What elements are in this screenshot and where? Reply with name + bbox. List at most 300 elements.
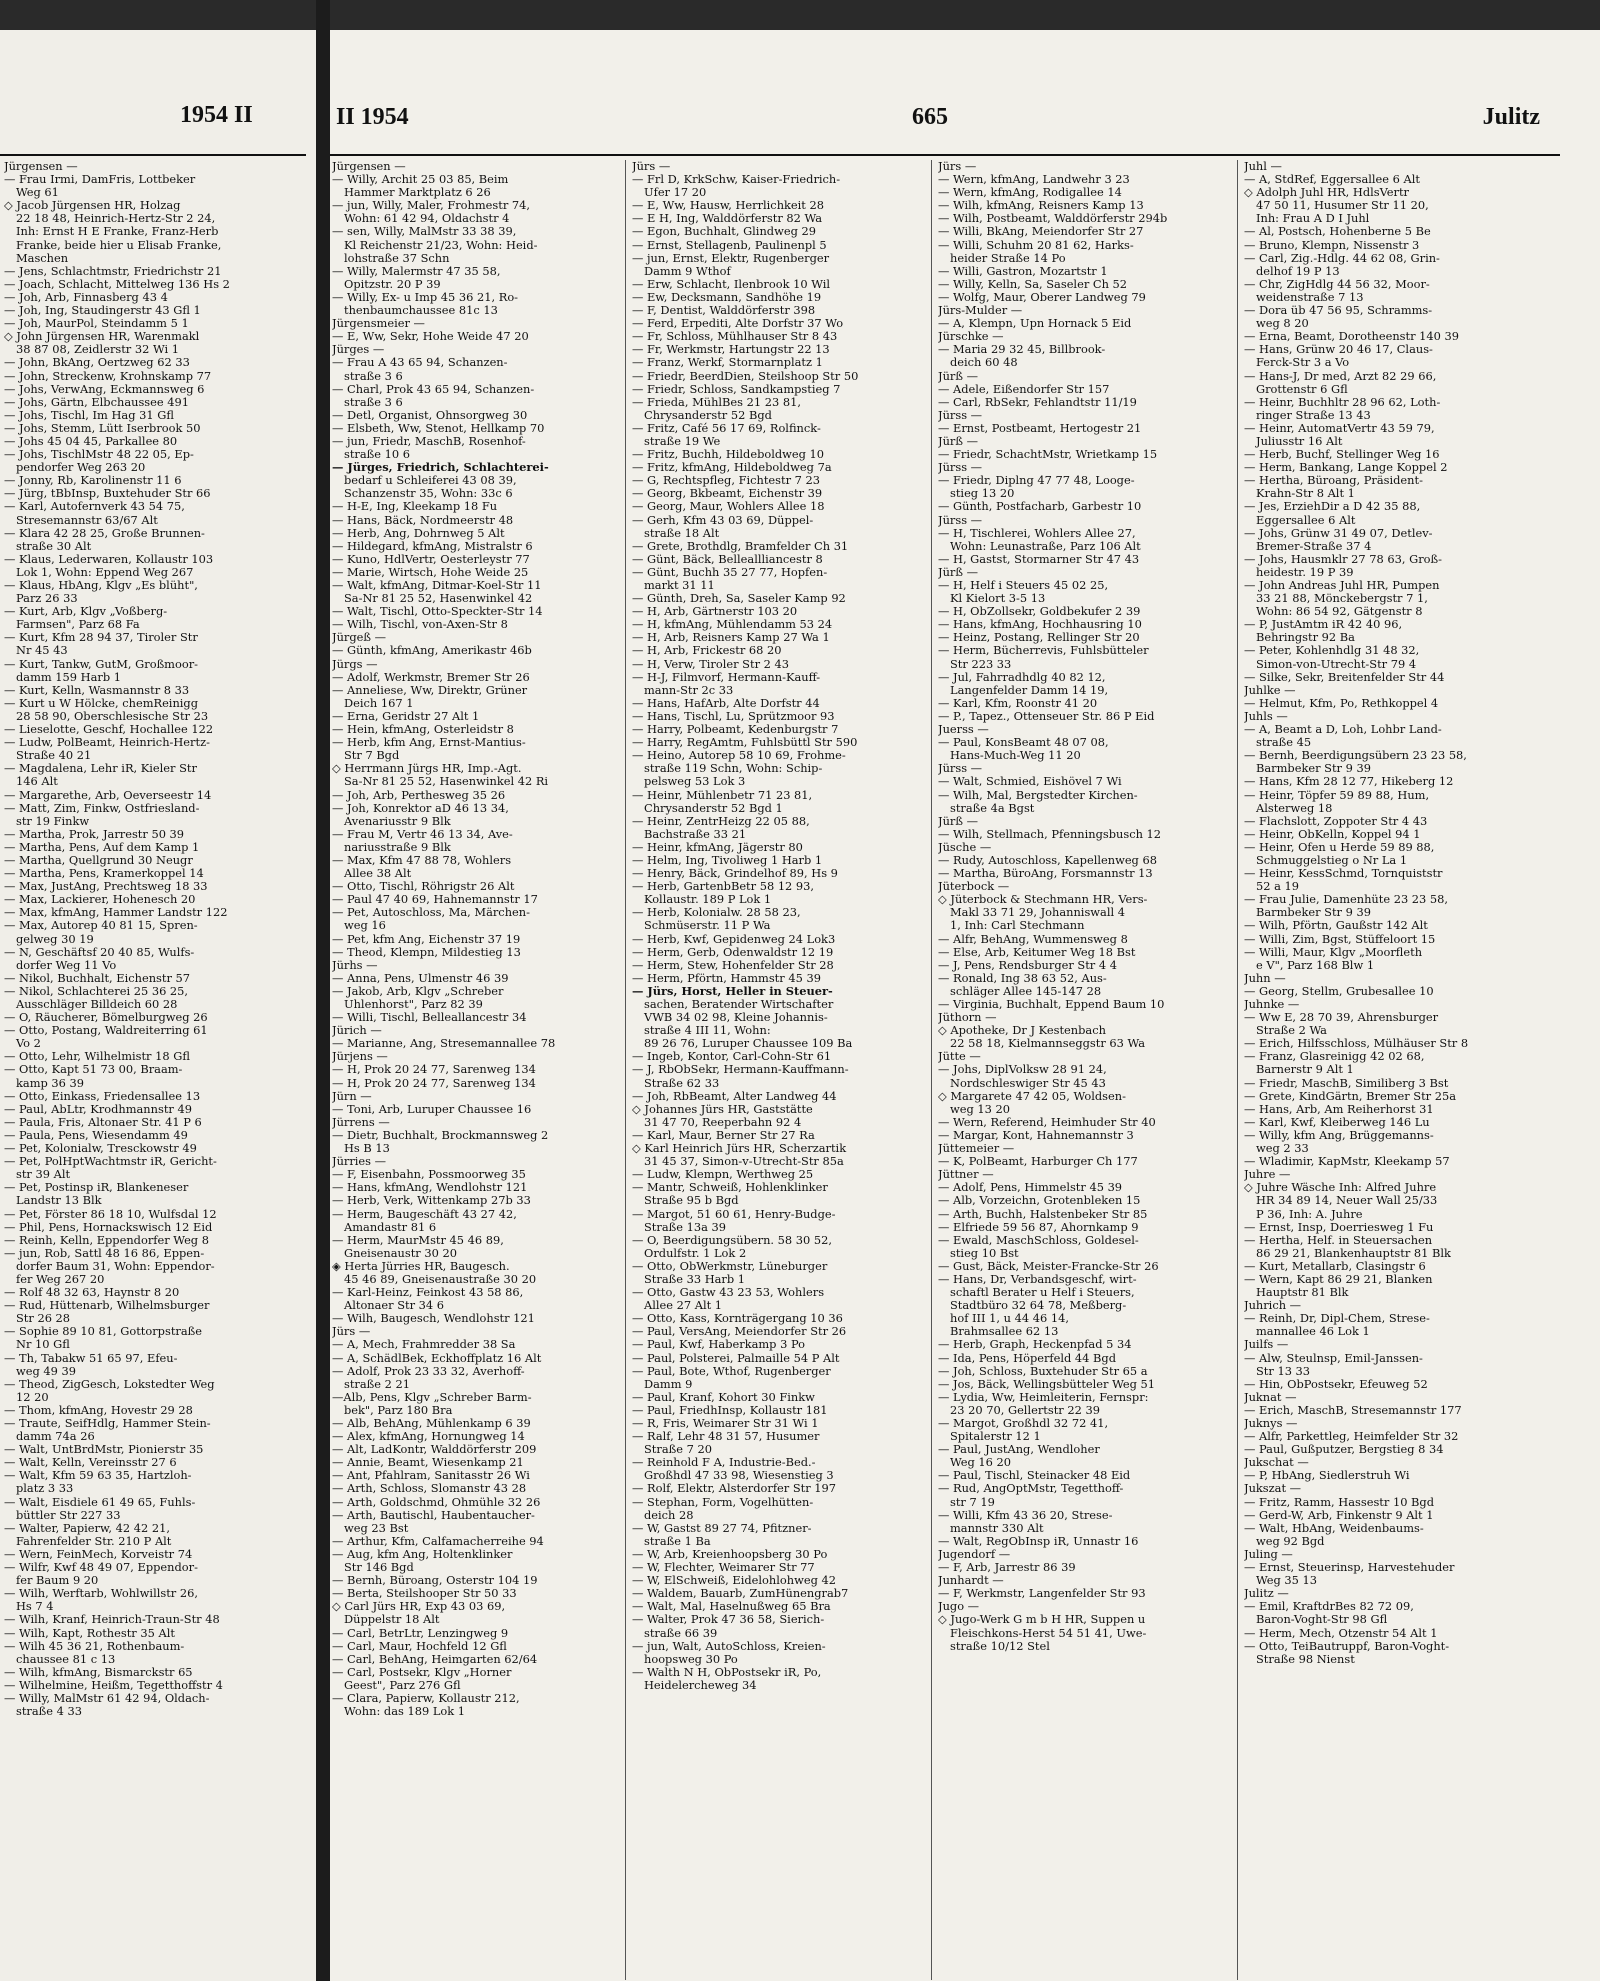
page-number: 665 [912, 104, 948, 130]
directory-entry-line: Wohn: 86 54 92, Gätgenstr 8 [1256, 604, 1423, 619]
directory-entry-line: — Wilh, Stellmach, Pfenningsbusch 12 [938, 826, 1162, 841]
directory-entry-line: — O, Räucherer, Bömelburgweg 26 [4, 1010, 208, 1025]
directory-entry-line: — Wern, Referend, Heimhuder Str 40 [938, 1114, 1156, 1129]
directory-entry-line: — H, Arb, Gärtnerstr 103 20 [632, 604, 798, 619]
directory-entry-line: ◇ Apotheke, Dr J Kestenbach [938, 1023, 1106, 1038]
directory-entry-line: — Wilh, Baugesch, Wendlohstr 121 [332, 1311, 535, 1326]
directory-entry-line: kamp 36 39 [16, 1075, 85, 1090]
directory-entry-line: — H-E, Ing, Kleekamp 18 Fu [332, 499, 498, 514]
directory-entry-line: Makl 33 71 29, Johanniswall 4 [950, 905, 1125, 920]
directory-entry-line: — Joh, Arb, Finnasberg 43 4 [4, 289, 168, 304]
directory-entry-line: — Adolf, Pens, Himmelstr 45 39 [938, 1180, 1123, 1195]
column-divider [1237, 160, 1238, 1980]
directory-entry-line: straße 119 Schn, Wohn: Schip- [644, 761, 823, 776]
directory-entry-line: Uhlenhorst", Parz 82 39 [344, 997, 483, 1011]
directory-entry-line: Hs B 13 [344, 1141, 390, 1156]
directory-entry-line: — Willy, Ex- u Imp 45 36 21, Ro- [332, 289, 519, 304]
directory-entry-line: 31 47 70, Reeperbahn 92 4 [644, 1114, 802, 1129]
directory-entry-line: Simon-von-Utrecht-Str 79 4 [1256, 656, 1417, 671]
directory-entry-line: 33 21 88, Mönckebergstr 7 1, [1256, 591, 1428, 606]
directory-entry-line: Farmsen", Parz 68 Fa [16, 617, 140, 632]
directory-entry-line: 28 58 90, Oberschlesische Str 23 [16, 708, 209, 723]
directory-entry-line: — Kuno, HdlVertr, Oesterleystr 77 [332, 551, 530, 566]
directory-entry-line: Jürss — [938, 460, 983, 475]
directory-entry-line: — Willy, kfm Ang, Brüggemanns- [1244, 1127, 1434, 1142]
directory-entry-line: Juliusstr 16 Alt [1256, 433, 1343, 448]
directory-entry-line: Fleischkons-Herst 54 51 41, Uwe- [950, 1625, 1147, 1640]
directory-entry-line: mann-Str 2c 33 [644, 682, 734, 697]
directory-entry-line: Juhn — [1244, 970, 1286, 985]
directory-entry-line: — Hans, Arb, Am Reiherhorst 31 [1244, 1101, 1434, 1116]
directory-entry-line: — Frau Julie, Damenhüte 23 23 58, [1244, 892, 1449, 907]
directory-entry-line: — Pet, kfm Ang, Eichenstr 37 19 [332, 931, 521, 946]
directory-entry-line: Str 13 33 [1256, 1363, 1311, 1378]
directory-entry-line: — J, RbObSekr, Hermann-Kauffmann- [632, 1062, 849, 1077]
directory-entry-line: ◇ Adolph Juhl HR, HdlsVertr [1244, 185, 1410, 200]
directory-entry-line: — Paul, Bote, Wthof, Rugenberger [632, 1363, 831, 1378]
directory-entry-line: — Herb, Ang, Dohrnweg 5 Alt [332, 525, 505, 540]
directory-entry-line: — jun, Friedr, MaschB, Rosenhof- [332, 433, 526, 448]
directory-entry-line: — Willi, BkAng, Meiendorfer Str 27 [938, 224, 1144, 239]
directory-entry-line: — Heinr, ZentrHeizg 22 05 88, [632, 813, 810, 828]
directory-entry-line: — Al, Postsch, Hohenberne 5 Be [1244, 224, 1431, 239]
directory-entry-line: straße 4 III 11, Wohn: [644, 1023, 771, 1038]
directory-entry-line: — Walt, RegObInsp iR, Unnastr 16 [938, 1533, 1139, 1548]
directory-entry-line: — Frau M, Vertr 46 13 34, Ave- [332, 826, 513, 841]
directory-entry-line: — Wladimir, KapMstr, Kleekamp 57 [1244, 1154, 1450, 1169]
directory-entry-line: — Hans-J, Dr med, Arzt 82 29 66, [1244, 368, 1437, 383]
directory-entry-line: — Mantr, Schweiß, Hohlenklinker [632, 1180, 828, 1195]
directory-entry-line: — Silke, Sekr, Breitenfelder Str 44 [1244, 669, 1445, 684]
column-divider [625, 160, 626, 1980]
left-page-column [4, 160, 314, 1980]
directory-entry-line: Ordulfstr. 1 Lok 2 [644, 1245, 747, 1260]
directory-entry-line: — Rudy, Autoschloss, Kapellenweg 68 [938, 852, 1157, 867]
directory-entry-line: — sen, Willy, MalMstr 33 38 39, [332, 224, 517, 239]
directory-entry-line: — Reinhold F A, Industrie-Bed.- [632, 1455, 816, 1470]
directory-entry-line: heidestr. 19 P 39 [1256, 564, 1354, 579]
directory-entry-line: — Walt, Kelln, Vereinsstr 27 6 [4, 1455, 177, 1470]
directory-entry-line: — Nikol, Schlachterei 25 36 25, [4, 983, 189, 998]
directory-entry-line: — Wilh, Mal, Bergstedter Kirchen- [938, 787, 1138, 802]
directory-entry-line: — K, PolBeamt, Harburger Ch 177 [938, 1154, 1138, 1169]
directory-entry-line: — Herm, Gerb, Odenwaldstr 12 19 [632, 944, 834, 959]
directory-entry-line: 12 20 [16, 1389, 49, 1404]
directory-entry-line: — Elsbeth, Ww, Stenot, Hellkamp 70 [332, 420, 545, 435]
directory-entry-line: Damm 9 [644, 1376, 693, 1391]
directory-entry-line: 23 20 70, Gellertstr 22 39 [950, 1402, 1100, 1417]
directory-entry-line: — Ralf, Lehr 48 31 57, Husumer [632, 1429, 820, 1444]
directory-entry-line: — R, Fris, Weimarer Str 31 Wi 1 [632, 1416, 819, 1430]
directory-entry-line: Opitzstr. 20 P 39 [344, 276, 441, 291]
directory-entry-line: — Marianne, Ang, Stresemannallee 78 [332, 1036, 556, 1051]
directory-entry-line: — Günth, Postfacharb, Garbestr 10 [938, 499, 1142, 514]
directory-entry-line: — Margot, Großhdl 32 72 41, [938, 1416, 1109, 1430]
directory-entry-line: — Herm, Baugeschäft 43 27 42, [332, 1206, 517, 1221]
directory-entry-line: Wohn: Leunastraße, Parz 106 Alt [950, 538, 1141, 553]
directory-entry-line: — Hildegard, kfmAng, Mistralstr 6 [332, 538, 533, 553]
directory-entry-line: Franke, beide hier u Elisab Franke, [16, 237, 222, 252]
directory-entry-line: — Herm, Stew, Hohenfelder Str 28 [632, 957, 834, 972]
directory-entry-line: — Rud, AngOptMstr, Tegetthoff- [938, 1481, 1124, 1496]
directory-entry-line: Langenfelder Damm 14 19, [950, 682, 1109, 697]
directory-entry-line: Düppelstr 18 Alt [344, 1612, 440, 1627]
directory-entry-line: pendorfer Weg 263 20 [16, 460, 146, 475]
directory-entry-line: Lok 1, Wohn: Eppend Weg 267 [16, 564, 194, 579]
directory-entry-line: — Anna, Pens, Ulmenstr 46 39 [332, 970, 509, 985]
directory-entry-line: — Heinr, AutomatVertr 43 59 79, [1244, 420, 1435, 435]
directory-entry-line: — Kurt, Kfm 28 94 37, Tiroler Str [4, 630, 198, 645]
directory-entry-line: — W, ElSchweiß, Eidelohlohweg 42 [632, 1573, 836, 1588]
directory-entry-line: damm 159 Harb 1 [16, 669, 121, 684]
directory-entry-line: Wohn: 61 42 94, Oldachstr 4 [344, 211, 510, 226]
directory-entry-line: — Kurt, Kelln, Wasmannstr 8 33 [4, 682, 190, 697]
directory-entry-line: — Hans, Dr, Verbandsgeschf, wirt- [938, 1271, 1137, 1286]
directory-entry-line: chaussee 81 c 13 [16, 1651, 116, 1666]
directory-entry-line: straße 4a Bgst [950, 800, 1035, 815]
directory-entry-line: lohstraße 37 Schn [344, 250, 450, 265]
directory-entry-line: — Hein, kfmAng, Osterleidstr 8 [332, 722, 514, 737]
directory-entry-line: Damm 9 Wthof [644, 263, 731, 278]
directory-entry-line: Straße 7 20 [644, 1442, 712, 1457]
directory-entry-line: Altonaer Str 34 6 [344, 1298, 445, 1313]
directory-entry-line: — Hertha, Büroang, Präsident- [1244, 473, 1423, 488]
directory-entry-line: — Hans, Bäck, Nordmeerstr 48 [332, 512, 514, 527]
directory-entry-line: — Arth, Goldschmd, Ohmühle 32 26 [332, 1494, 541, 1509]
directory-entry-line: — N, Geschäftsf 20 40 85, Wulfs- [4, 944, 195, 959]
directory-entry-line: — Wilhelmine, Heißm, Tegetthoffstr 4 [4, 1677, 223, 1692]
directory-entry-line: Stresemannstr 63/67 Alt [16, 512, 158, 527]
directory-entry-line: — Henry, Bäck, Grindelhof 89, Hs 9 [632, 866, 838, 881]
directory-entry-line: Brahmsallee 62 13 [950, 1324, 1059, 1339]
directory-entry-line: — Herb, GartenbBetr 58 12 93, [632, 879, 815, 894]
directory-entry-line: str 7 19 [950, 1494, 995, 1509]
directory-entry-line: Straße 98 Nienst [1256, 1651, 1355, 1666]
directory-entry-line: HR 34 89 14, Neuer Wall 25/33 [1256, 1193, 1438, 1208]
directory-entry-line: Jürß — [938, 368, 978, 383]
directory-entry-line: — Walth N H, ObPostsekr iR, Po, [632, 1664, 822, 1679]
directory-entry-line: Juling — [1244, 1546, 1293, 1561]
directory-entry-line: 45 46 89, Gneisenaustraße 30 20 [344, 1271, 537, 1286]
directory-entry-line: — Jürg, tBbInsp, Buxtehuder Str 66 [4, 486, 211, 501]
directory-entry-line: — Johs, Stemm, Lütt Iserbrook 50 [4, 420, 201, 435]
directory-entry-line: dorfer Baum 31, Wohn: Eppendor- [16, 1258, 215, 1273]
directory-entry-line: — A, SchädlBek, Eckhoffplatz 16 Alt [332, 1350, 542, 1365]
directory-entry-line: — Johs, Grünw 31 49 07, Detlev- [1244, 525, 1433, 540]
directory-entry-line: Großhdl 47 33 98, Wiesenstieg 3 [644, 1468, 834, 1483]
directory-entry-line: Kl Reichenstr 21/23, Wohn: Heid- [344, 237, 538, 252]
directory-entry-line: — Paul, Gußputzer, Bergstieg 8 34 [1244, 1442, 1444, 1457]
directory-entry-line: straße 2 21 [344, 1376, 410, 1391]
directory-entry-line: VWB 34 02 98, Kleine Johannis- [644, 1010, 828, 1025]
directory-entry-line: bedarf u Schleiferei 43 08 39, [344, 473, 517, 488]
directory-entry-line: — Herm, Mech, Otzenstr 54 Alt 1 [1244, 1625, 1438, 1640]
directory-entry-line: — Erna, Geridstr 27 Alt 1 [332, 708, 480, 723]
directory-entry-line: — P, HbAng, Siedlerstruh Wi [1244, 1468, 1410, 1483]
directory-entry-line: — Carl, Postsekr, Klgv „Horner [332, 1664, 512, 1679]
directory-entry-line: Jüsche — [938, 839, 992, 854]
directory-entry-line: — Ludw, Klempn, Werthweg 25 [632, 1167, 814, 1182]
directory-entry-line: 22 18 48, Heinrich-Hertz-Str 2 24, [16, 211, 216, 226]
directory-entry-line: — Ingeb, Kontor, Carl-Cohn-Str 61 [632, 1049, 832, 1064]
directory-entry-line: heider Straße 14 Po [950, 250, 1066, 265]
directory-entry-line: straße 45 [1256, 735, 1312, 750]
directory-entry-line: — Wern, kfmAng, Rodigallee 14 [938, 185, 1122, 200]
directory-entry-line: Jürs — [332, 1324, 371, 1339]
directory-entry-line: — Fritz, kfmAng, Hildeboldweg 7a [632, 460, 832, 475]
directory-entry-line: — Ww E, 28 70 39, Ahrensburger [1244, 1010, 1439, 1025]
directory-entry-line: — Erna, Beamt, Dorotheenstr 140 39 [1244, 329, 1460, 344]
directory-entry-line: — Johs 45 04 45, Parkallee 80 [4, 433, 178, 448]
directory-entry-line: — E H, Ing, Walddörferstr 82 Wa [632, 211, 823, 226]
directory-entry-line: — Kurt u W Hölcke, chemReinigg [4, 695, 199, 710]
directory-entry-line: — Detl, Organist, Ohnsorgweg 30 [332, 407, 528, 422]
directory-entry-line: — Toni, Arb, Luruper Chaussee 16 [332, 1101, 532, 1116]
directory-entry-line: — Paul, FriedhInsp, Kollaustr 181 [632, 1402, 828, 1417]
directory-entry-line: Maschen [16, 250, 69, 265]
directory-entry-line: — H, Gastst, Stormarner Str 47 43 [938, 551, 1140, 566]
directory-entry-line: Kl Kielort 3-5 13 [950, 591, 1046, 606]
directory-entry-line: — Wern, FeinMech, Korveistr 74 [4, 1546, 193, 1561]
directory-entry-line: — Paul, JustAng, Wendloher [938, 1442, 1100, 1457]
directory-entry-line: — Ant, Pfahlram, Sanitasstr 26 Wi [332, 1468, 530, 1483]
directory-entry-line: — P., Tapez., Ottenseuer Str. 86 P Eid [938, 708, 1155, 723]
directory-entry-line: mannallee 46 Lok 1 [1256, 1324, 1370, 1339]
directory-entry-line: — A, Klempn, Upn Hornack 5 Eid [938, 316, 1132, 331]
directory-entry-line: — Herm, Pförtn, Hammstr 45 39 [632, 970, 821, 985]
directory-entry-line: — Carl, BehAng, Heimgarten 62/64 [332, 1651, 538, 1666]
directory-entry-line: — Jonny, Rb, Karolinenstr 11 6 [4, 473, 182, 488]
directory-entry-line: — Willy, Archit 25 03 85, Beim [332, 172, 509, 187]
directory-entry-line: — Berta, Steilshooper Str 50 33 [332, 1586, 517, 1601]
directory-entry-line: — Willy, Malermstr 47 35 58, [332, 263, 501, 278]
directory-entry-line: — Walt, kfmAng, Ditmar-Koel-Str 11 [332, 578, 542, 592]
directory-entry-line: Ferck-Str 3 a Vo [1256, 355, 1350, 370]
directory-entry-line: Inh: Frau A D I Juhl [1256, 211, 1370, 226]
directory-entry-line: — H, Prok 20 24 77, Sarenweg 134 [332, 1075, 536, 1090]
directory-entry-line: Bachstraße 33 21 [644, 826, 747, 841]
directory-entry-line: — Adolf, Werkmstr, Bremer Str 26 [332, 669, 530, 684]
directory-entry-line: Juilfs — [1244, 1337, 1289, 1352]
directory-entry-line: — Wilh 45 36 21, Rothenbaum- [4, 1638, 185, 1653]
directory-entry-line: Gneisenaustr 30 20 [344, 1245, 457, 1260]
directory-entry-line: — W, Flechter, Weimarer Str 77 [632, 1560, 815, 1575]
directory-entry-line: — Heinr, kfmAng, Jägerstr 80 [632, 839, 803, 854]
directory-entry-line: ◇ John Jürgensen HR, Warenmakl [4, 329, 200, 344]
directory-entry-line: — Joach, Schlacht, Mittelweg 136 Hs 2 [4, 276, 230, 291]
directory-entry-line: Schmüserstr. 11 P Wa [644, 918, 771, 933]
directory-entry-line: — Herb, Kwf, Gepidenweg 24 Lok3 [632, 931, 836, 946]
directory-entry-line: — Johs, TischlMstr 48 22 05, Ep- [4, 447, 194, 462]
directory-entry-line: — Otto, Lehr, Wilhelmistr 18 Gfl [4, 1049, 190, 1064]
directory-entry-line: Stadtbüro 32 64 78, Meßberg- [950, 1298, 1127, 1313]
directory-entry-line: — Aug, kfm Ang, Holtenklinker [332, 1546, 513, 1561]
directory-entry-line: — H-J, Filmvorf, Hermann-Kauff- [632, 669, 821, 684]
directory-entry-line: — Günth, Dreh, Sa, Saseler Kamp 92 [632, 591, 846, 606]
directory-entry-line: — Pet, Kolonialw, Tresckowstr 49 [4, 1141, 197, 1156]
directory-entry-line: — Stephan, Form, Vogelhütten- [632, 1494, 814, 1509]
directory-entry-line: Amandastr 81 6 [344, 1219, 437, 1234]
header-rule [330, 154, 1560, 156]
directory-entry-line: nariusstraße 9 Blk [344, 839, 451, 854]
directory-entry-line: — Heinr, Töpfer 59 89 88, Hum, [1244, 787, 1430, 802]
directory-entry-line: straße 10 6 [344, 447, 410, 462]
directory-entry-line: — Max, Autorep 40 81 15, Spren- [4, 918, 198, 933]
directory-entry-line: Avenariusstr 9 Blk [344, 813, 451, 828]
directory-entry-line: fer Baum 9 20 [16, 1573, 99, 1588]
directory-entry-line: Nordschleswiger Str 45 43 [950, 1075, 1106, 1090]
directory-entry-line: — Walt, Tischl, Otto-Speckter-Str 14 [332, 604, 543, 619]
directory-entry-line: — Herm, Bücherrevis, Fuhlsbütteler [938, 643, 1149, 658]
directory-entry-line: — Alw, Steulnsp, Emil-Janssen- [1244, 1350, 1423, 1365]
directory-column-3 [938, 160, 1230, 1980]
directory-entry-line: — Karl, Autofernverk 43 54 75, [4, 499, 185, 514]
directory-entry-line: Hans-Much-Weg 11 20 [950, 748, 1081, 763]
directory-entry-line: Jürhs — [332, 957, 378, 972]
directory-entry-line: Jüttemeier — [938, 1141, 1015, 1156]
directory-entry-line: Str 7 Bgd [344, 748, 400, 763]
directory-entry-line: Allee 38 Alt [344, 866, 412, 881]
directory-entry-line: — Annie, Beamt, Wiesenkamp 21 [332, 1455, 524, 1470]
directory-entry-line: — Heinr, KessSchmd, Tornquiststr [1244, 866, 1443, 881]
directory-entry-line: Straße 95 b Bgd [644, 1193, 739, 1208]
directory-entry-line: — Egon, Buchhalt, Glindweg 29 [632, 224, 816, 239]
directory-entry-line: — jun, Rob, Sattl 48 16 86, Eppen- [4, 1245, 205, 1260]
directory-entry-line: — Arthur, Kfm, Calfamacherreihe 94 [332, 1533, 544, 1548]
directory-entry-line: — Grete, KindGärtn, Bremer Str 25a [1244, 1088, 1457, 1103]
directory-entry-line: — Jul, Fahrradhdlg 40 82 12, [938, 669, 1106, 684]
directory-entry-line: — Rolf 48 32 63, Haynstr 8 20 [4, 1285, 180, 1300]
directory-entry-line: Jürges — [332, 342, 385, 357]
directory-entry-line: — Heinz, Postang, Rellinger Str 20 [938, 630, 1140, 645]
directory-entry-line: 22 58 18, Kielmannseggstr 63 Wa [950, 1036, 1146, 1051]
directory-entry-line: — Willi, Zim, Bgst, Stüffeloort 15 [1244, 931, 1436, 946]
page-header [330, 98, 1600, 154]
directory-entry-line: büttler Str 227 33 [16, 1507, 121, 1522]
directory-entry-line: Juhlke — [1244, 682, 1296, 697]
directory-entry-line: ◇ Jacob Jürgensen HR, Holzag [4, 198, 181, 213]
directory-entry-line: — E, Ww, Sekr, Hohe Weide 47 20 [332, 329, 529, 344]
directory-entry-line: — Willy, Kelln, Sa, Saseler Ch 52 [938, 276, 1128, 291]
directory-entry-line: — Wolfg, Maur, Oberer Landweg 79 [938, 289, 1146, 304]
directory-entry-line: — J, Pens, Rendsburger Str 4 4 [938, 957, 1117, 972]
directory-entry-line: Weg 16 20 [950, 1455, 1012, 1470]
directory-entry-line: Jürss — [938, 407, 983, 422]
directory-entry-line: — Walt, Schmied, Eishövel 7 Wi [938, 774, 1122, 789]
directory-entry-line: — Otto, ObWerkmstr, Lüneburger [632, 1258, 828, 1273]
directory-entry-line: 31 45 37, Simon-v-Utrecht-Str 85a [644, 1154, 844, 1169]
directory-entry-line: — Erich, MaschB, Stresemannstr 177 [1244, 1402, 1462, 1417]
directory-entry-line: — Fr, Werkmstr, Hartungstr 22 13 [632, 342, 830, 357]
directory-entry-line: — Herb, Verk, Wittenkamp 27b 33 [332, 1193, 531, 1208]
directory-entry-line: — Bruno, Klempn, Nissenstr 3 [1244, 237, 1420, 252]
directory-entry-line: schaftl Berater u Helf i Steuers, [950, 1285, 1135, 1300]
directory-entry-line: pelsweg 53 Lok 3 [644, 774, 746, 789]
directory-entry-line: damm 74a 26 [16, 1429, 95, 1444]
directory-entry-line: — Walt, HbAng, Weidenbaums- [1244, 1520, 1424, 1535]
directory-entry-line: — Fritz, Buchh, Hildeboldweg 10 [632, 447, 825, 462]
directory-entry-line: — Arth, Buchh, Halstenbeker Str 85 [938, 1206, 1148, 1221]
directory-entry-line: platz 3 33 [16, 1481, 74, 1496]
directory-entry-line: — O, Beerdigungsübern. 58 30 52, [632, 1232, 832, 1247]
directory-entry-line: — Herm, MaurMstr 45 46 89, [332, 1232, 504, 1247]
directory-entry-line: straße 3 6 [344, 394, 403, 409]
directory-entry-line: Jürrens — [332, 1114, 390, 1129]
directory-entry-line: — Karl, Maur, Berner Str 27 Ra [632, 1127, 815, 1142]
directory-entry-line: — Johs, DiplVolksw 28 91 24, [938, 1062, 1107, 1077]
directory-entry-line: Jürgensen — [4, 160, 78, 173]
directory-entry-line: — Fr, Schloss, Mühlhauser Str 8 43 [632, 329, 838, 344]
directory-entry-line: — Karl, Kfm, Roonstr 41 20 [938, 695, 1098, 710]
directory-entry-line: — H, Arb, Reisners Kamp 27 Wa 1 [632, 630, 830, 645]
directory-entry-line: — Gerd-W, Arb, Finkenstr 9 Alt 1 [1244, 1507, 1434, 1522]
directory-entry-line: — Carl, Zig.-Hdlg. 44 62 08, Grin- [1244, 250, 1440, 265]
directory-entry-line: weg 23 Bst [344, 1520, 409, 1535]
directory-entry-line: Jürgeß — [332, 630, 386, 645]
directory-entry-line: — Martha, BüroAng, Forsmannstr 13 [938, 866, 1153, 881]
directory-entry-line: Heidelercheweg 34 [644, 1677, 757, 1692]
directory-entry-line: — Klaus, HbAng, Klgv „Es blüht", [4, 578, 198, 592]
directory-entry-line: — H, Tischlerei, Wohlers Allee 27, [938, 525, 1136, 540]
directory-entry-line: — Else, Arb, Keitumer Weg 18 Bst [938, 944, 1136, 959]
directory-entry-line: — Klara 42 28 25, Große Brunnen- [4, 525, 205, 540]
directory-entry-line: — Theod, ZigGesch, Lokstedter Weg [4, 1376, 215, 1391]
directory-entry-line: — Hans, Tischl, Lu, Sprützmoor 93 [632, 708, 835, 723]
directory-entry-line: Sa-Nr 81 25 52, Hasenwinkel 42 Ri [344, 774, 549, 789]
directory-entry-line: — Th, Tabakw 51 65 97, Efeu- [4, 1350, 178, 1365]
directory-entry-line: — Willi, Tischl, Belleallancestr 34 [332, 1010, 527, 1025]
directory-entry-line: straße 30 Alt [16, 538, 92, 553]
directory-entry-line: — Gust, Bäck, Meister-Francke-Str 26 [938, 1258, 1159, 1273]
directory-entry-line: — Dora üb 47 56 95, Schramms- [1244, 303, 1433, 318]
directory-entry-line: — Martha, Quellgrund 30 Neugr [4, 852, 193, 867]
directory-entry-line: — Otto, Kass, Kornträgergang 10 36 [632, 1311, 843, 1326]
directory-entry-line: — Pet, Postinsp iR, Blankeneser [4, 1180, 189, 1195]
directory-entry-line: Grottenstr 6 Gfl [1256, 381, 1348, 396]
directory-entry-line: straße 1 Ba [644, 1533, 711, 1548]
directory-entry-line: schläger Allee 145-147 28 [950, 983, 1102, 998]
directory-entry-line: Juknys — [1244, 1416, 1298, 1430]
directory-entry-line: Schanzenstr 35, Wohn: 33c 6 [344, 486, 513, 501]
directory-entry-line: — Frl D, KrkSchw, Kaiser-Friedrich- [632, 172, 841, 187]
directory-entry-line: — Walt, Mal, Haselnußweg 65 Bra [632, 1599, 831, 1614]
book-gutter [316, 0, 330, 1981]
directory-entry-line: — Hans, kfmAng, Wendlohstr 121 [332, 1180, 528, 1195]
directory-entry-line: — Max, JustAng, Prechtsweg 18 33 [4, 879, 208, 894]
directory-entry-line: Jürß — [938, 564, 978, 579]
directory-entry-line: — Karl, Kwf, Kleiberweg 146 Lu [1244, 1114, 1430, 1129]
directory-entry-line: — Franz, Werkf, Stormarnplatz 1 [632, 355, 823, 370]
directory-entry-line: — Dietr, Buchhalt, Brockmannsweg 2 [332, 1127, 549, 1142]
directory-entry-line: — Grete, Brothdlg, Bramfelder Ch 31 [632, 538, 849, 553]
directory-entry-line: Junhardt — [938, 1573, 1004, 1588]
directory-entry-line: Julitz — [1244, 1586, 1289, 1601]
directory-entry-line: — Nikol, Buchhalt, Eichenstr 57 [4, 970, 191, 985]
directory-entry-line: Barmbeker Str 9 39 [1256, 761, 1371, 776]
directory-entry-line: — Marie, Wirtsch, Hohe Weide 25 [332, 564, 529, 579]
directory-entry-line: Jugo — [938, 1599, 980, 1614]
directory-entry-line: — Max, kfmAng, Hammer Landstr 122 [4, 905, 228, 920]
directory-entry-line: — Alb, BehAng, Mühlenkamp 6 39 [332, 1416, 531, 1430]
directory-entry-line: Jürgensen — [332, 160, 406, 173]
directory-entry-line: — Friedr, Schloss, Sandkampstieg 7 [632, 381, 841, 396]
directory-entry-line: weg 92 Bgd [1256, 1533, 1325, 1548]
directory-entry-line: — Wilh, Werftarb, Wohlwillstr 26, [4, 1586, 198, 1601]
directory-entry-line: — Hans, HafArb, Alte Dorfstr 44 [632, 695, 820, 710]
directory-entry-line: Juhnke — [1244, 997, 1300, 1011]
directory-entry-line: — Johs, Tischl, Im Hag 31 Gfl [4, 407, 174, 422]
directory-entry-line: weg 49 39 [16, 1363, 77, 1378]
